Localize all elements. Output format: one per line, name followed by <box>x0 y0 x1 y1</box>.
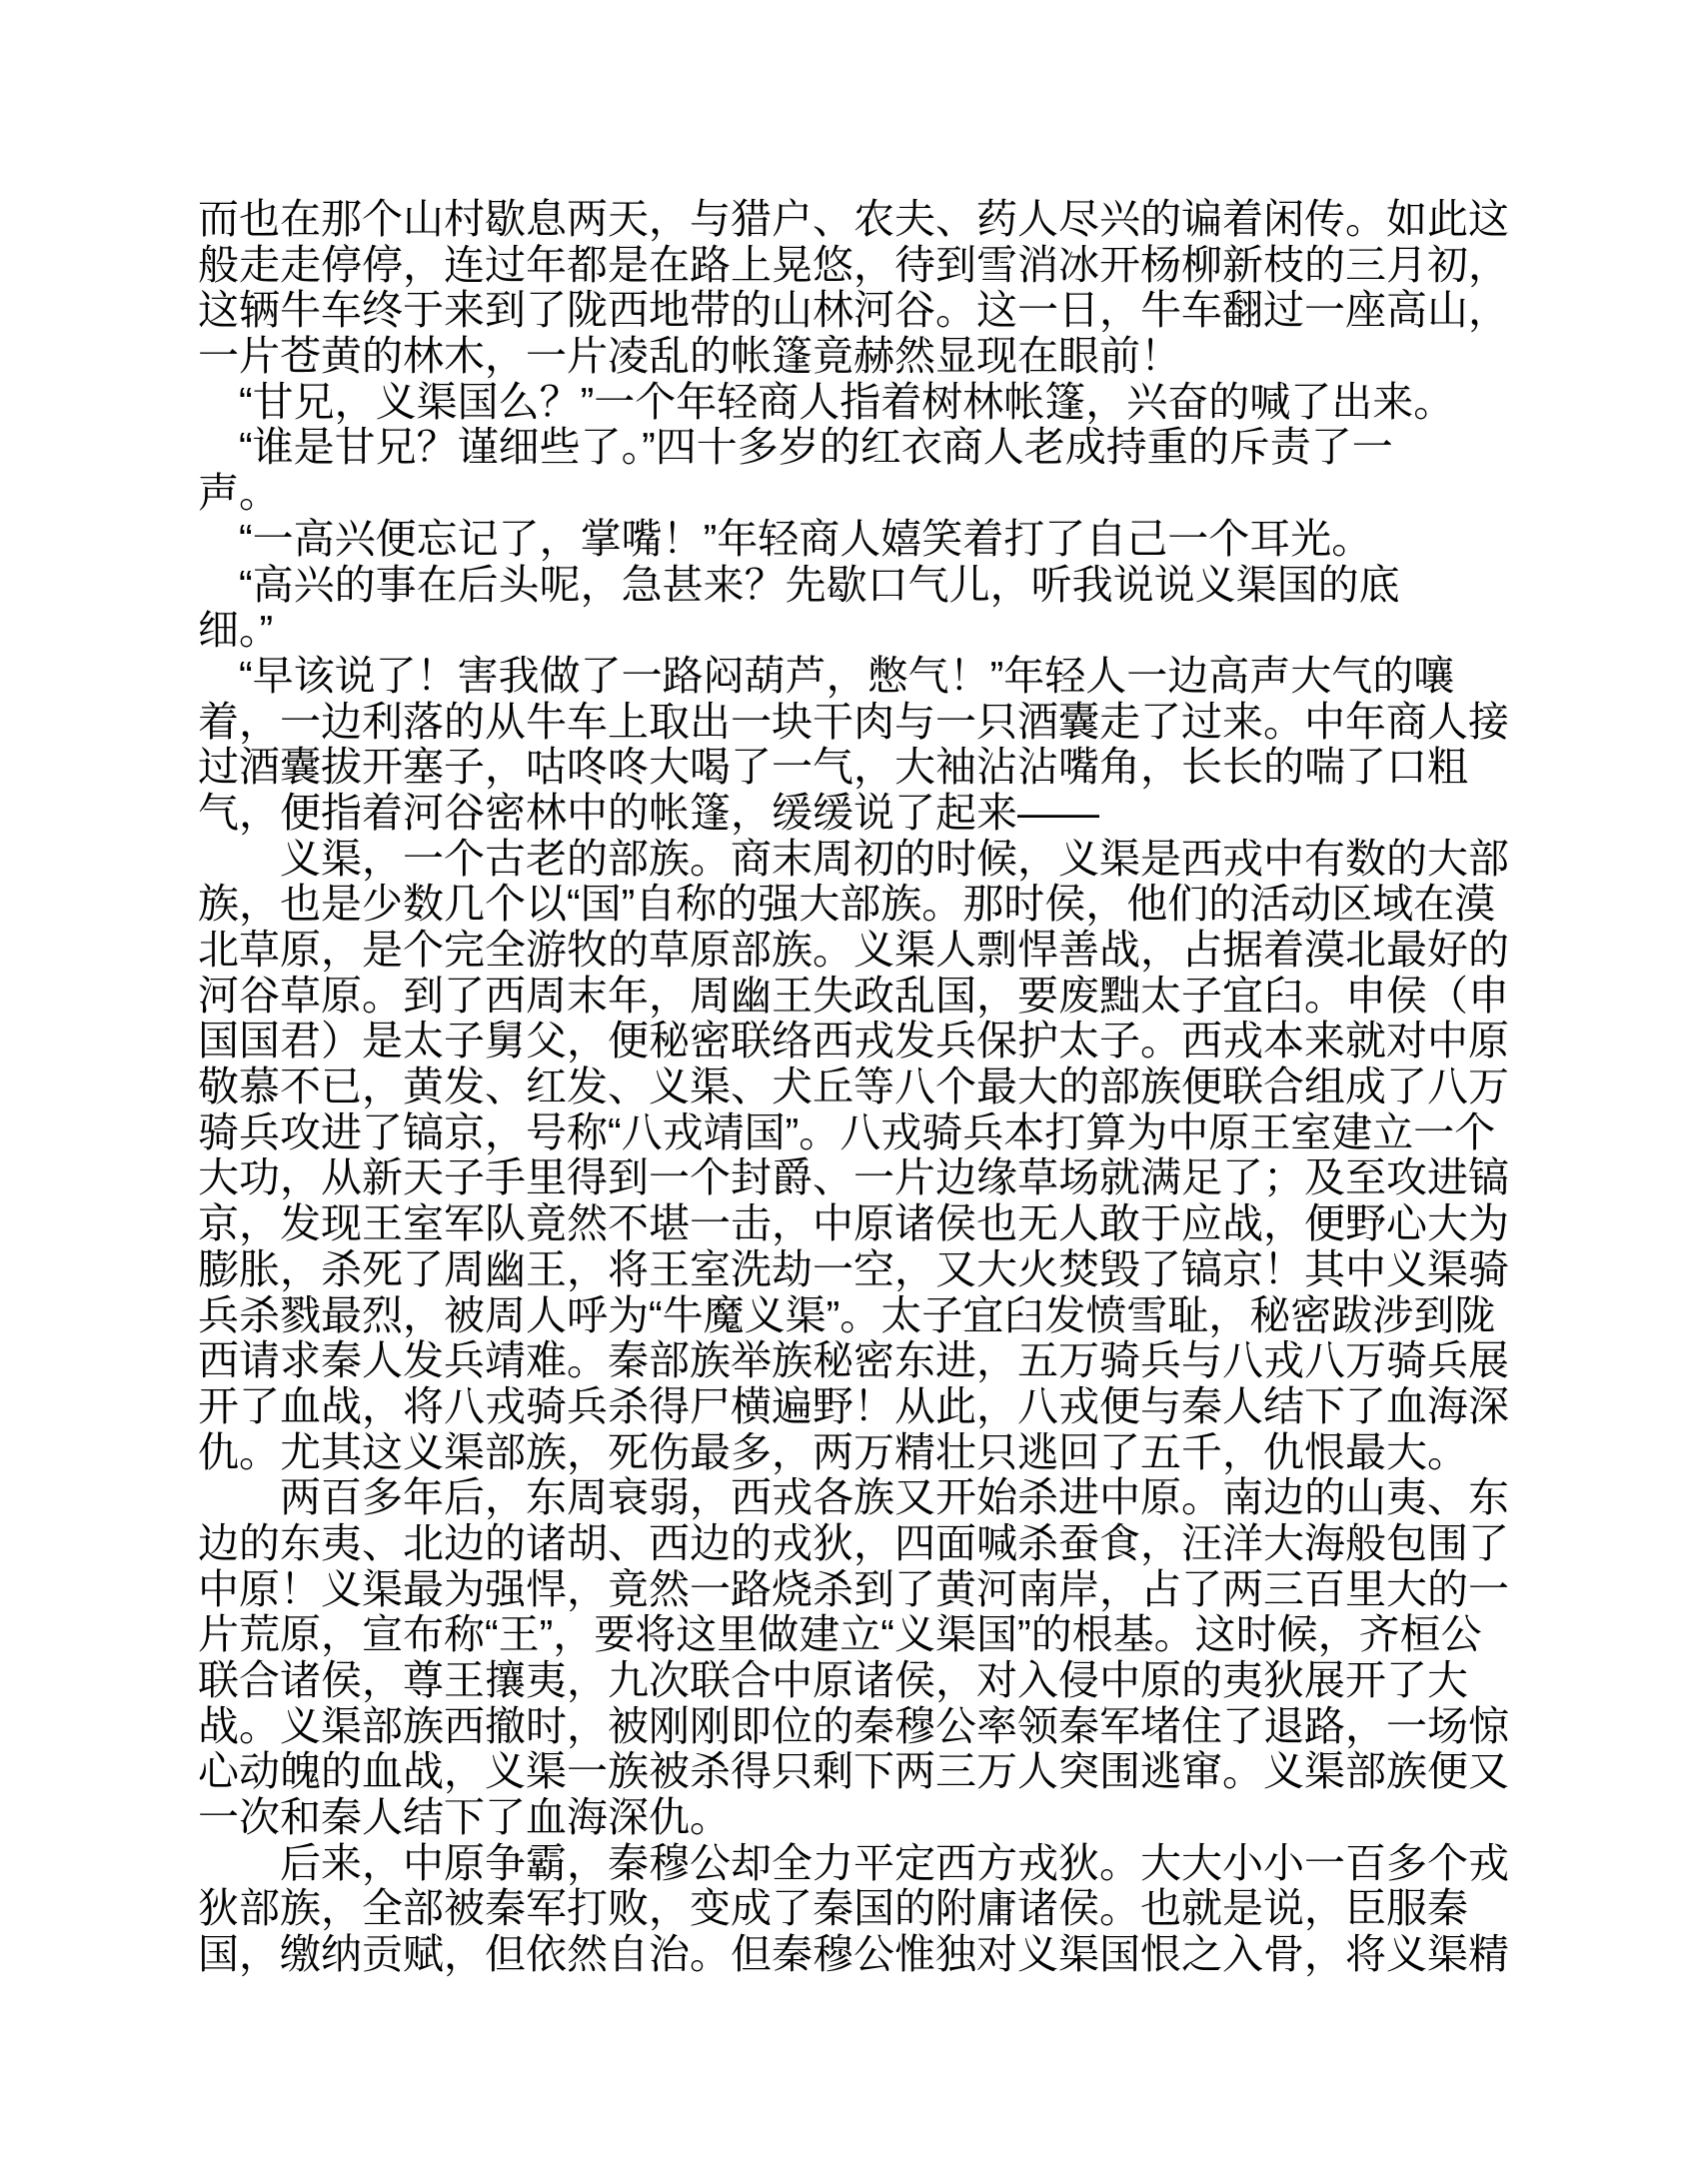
text-line: 骑兵攻进了镐京，号称“八戎靖国”。八戎骑兵本打算为中原王室建立一个 <box>198 1108 1496 1155</box>
text-line: 而也在那个山村歇息两天，与猎户、农夫、药人尽兴的谝着闲传。如此这 <box>198 196 1509 242</box>
text-line: 气，便指着河谷密林中的帐篷，缓缓说了起来—— <box>198 789 1099 836</box>
text-line: 般走走停停，连过年都是在路上晃悠，待到雪消冰开杨柳新枝的三月初， <box>198 241 1509 288</box>
text-line: 边的东夷、北边的诸胡、西边的戎狄，四面喊杀蚕食，汪洋大海般包围了 <box>198 1519 1509 1566</box>
text-line: 北草原，是个完全游牧的草原部族。义渠人剽悍善战，占据着漠北最好的 <box>198 927 1509 973</box>
text-line: 细。” <box>198 607 274 654</box>
text-line: “甘兄，义渠国么？”一个年轻商人指着树林帐篷，兴奋的喊了出来。 <box>198 378 1455 425</box>
text-line: 两百多年后，东周衰弱，西戎各族又开始杀进中原。南边的山夷、东 <box>198 1474 1509 1521</box>
text-line: 义渠，一个古老的部族。商末周初的时候，义渠是西戎中有数的大部 <box>198 835 1509 882</box>
text-line: 膨胀，杀死了周幽王，将王室洗劫一空，又大火焚毁了镐京！其中义渠骑 <box>198 1245 1509 1292</box>
text-line: 国国君）是太子舅父，便秘密联络西戎发兵保护太子。西戎本来就对中原 <box>198 1018 1509 1065</box>
text-line: 一片苍黄的林木，一片凌乱的帐篷竟赫然显现在眼前！ <box>198 333 1181 380</box>
text-line: 京，发现王室军队竟然不堪一击，中原诸侯也无人敢于应战，便野心大为 <box>198 1200 1509 1247</box>
text-line: 这辆牛车终于来到了陇西地带的山林河谷。这一日，牛车翻过一座高山， <box>198 287 1509 334</box>
text-line: 族，也是少数几个以“国”自称的强大部族。那时侯，他们的活动区域在漠 <box>198 881 1496 928</box>
text-line: 西请求秦人发兵靖难。秦部族举族秘密东进，五万骑兵与八戎八万骑兵展 <box>198 1337 1509 1384</box>
text-line: “早该说了！害我做了一路闷葫芦，憋气！”年轻人一边高声大气的嚷 <box>198 652 1455 699</box>
text-line: 兵杀戮最烈，被周人呼为“牛魔义渠”。太子宜臼发愤雪耻，秘密跋涉到陇 <box>198 1291 1496 1338</box>
text-line: 大功，从新天子手里得到一个封爵、一片边缘草场就满足了；及至攻进镐 <box>198 1154 1509 1201</box>
text-line: “谁是甘兄？谨细些了。”四十多岁的红衣商人老成持重的斥责了一 <box>198 424 1393 471</box>
text-line: 国，缴纳贡赋，但依然自治。但秦穆公惟独对义渠国恨之入骨，将义渠精 <box>198 1931 1509 1978</box>
text-line: 联合诸侯，尊王攘夷，九次联合中原诸侯，对入侵中原的夷狄展开了大 <box>198 1657 1468 1703</box>
text-block <box>198 197 1537 1978</box>
text-line: “高兴的事在后头呢，急甚来？先歇口气儿，听我说说义渠国的底 <box>198 561 1400 608</box>
text-line: 开了血战，将八戎骑兵杀得尸横遍野！从此，八戎便与秦人结下了血海深 <box>198 1382 1509 1429</box>
text-line: 声。 <box>198 470 280 517</box>
text-line: 着，一边利落的从牛车上取出一块干肉与一只酒囊走了过来。中年商人接 <box>198 698 1509 745</box>
text-line: 狄部族，全部被秦军打败，变成了秦国的附庸诸侯。也就是说，臣服秦 <box>198 1885 1468 1932</box>
text-line: 后来，中原争霸，秦穆公却全力平定西方戎狄。大大小小一百多个戎 <box>198 1839 1509 1886</box>
text-line: 河谷草原。到了西周末年，周幽王失政乱国，要废黜太子宜臼。申侯（申 <box>198 972 1509 1019</box>
text-line: 敬慕不已，黄发、红发、义渠、犬丘等八个最大的部族便联合组成了八万 <box>198 1064 1509 1110</box>
text-line: 仇。尤其这义渠部族，死伤最多，两万精壮只逃回了五千，仇恨最大。 <box>198 1428 1468 1475</box>
text-line: 片荒原，宣布称“王”，要将这里做建立“义渠国”的根基。这时候，齐桓公 <box>198 1611 1482 1658</box>
text-line: 一次和秦人结下了血海深仇。 <box>198 1794 731 1841</box>
text-line: “一高兴便忘记了，掌嘴！”年轻商人嬉笑着打了自己一个耳光。 <box>198 515 1373 562</box>
text-line: 心动魄的血战，义渠一族被杀得只剩下两三万人突围逃窜。义渠部族便又 <box>198 1748 1509 1795</box>
text-line: 中原！义渠最为强悍，竟然一路烧杀到了黄河南岸，占了两三百里大的一 <box>198 1565 1509 1612</box>
text-line: 过酒囊拔开塞子，咕咚咚大喝了一气，大袖沾沾嘴角，长长的喘了口粗 <box>198 744 1468 791</box>
text-line: 战。义渠部族西撤时，被刚刚即位的秦穆公率领秦军堵住了退路，一场惊 <box>198 1702 1509 1749</box>
